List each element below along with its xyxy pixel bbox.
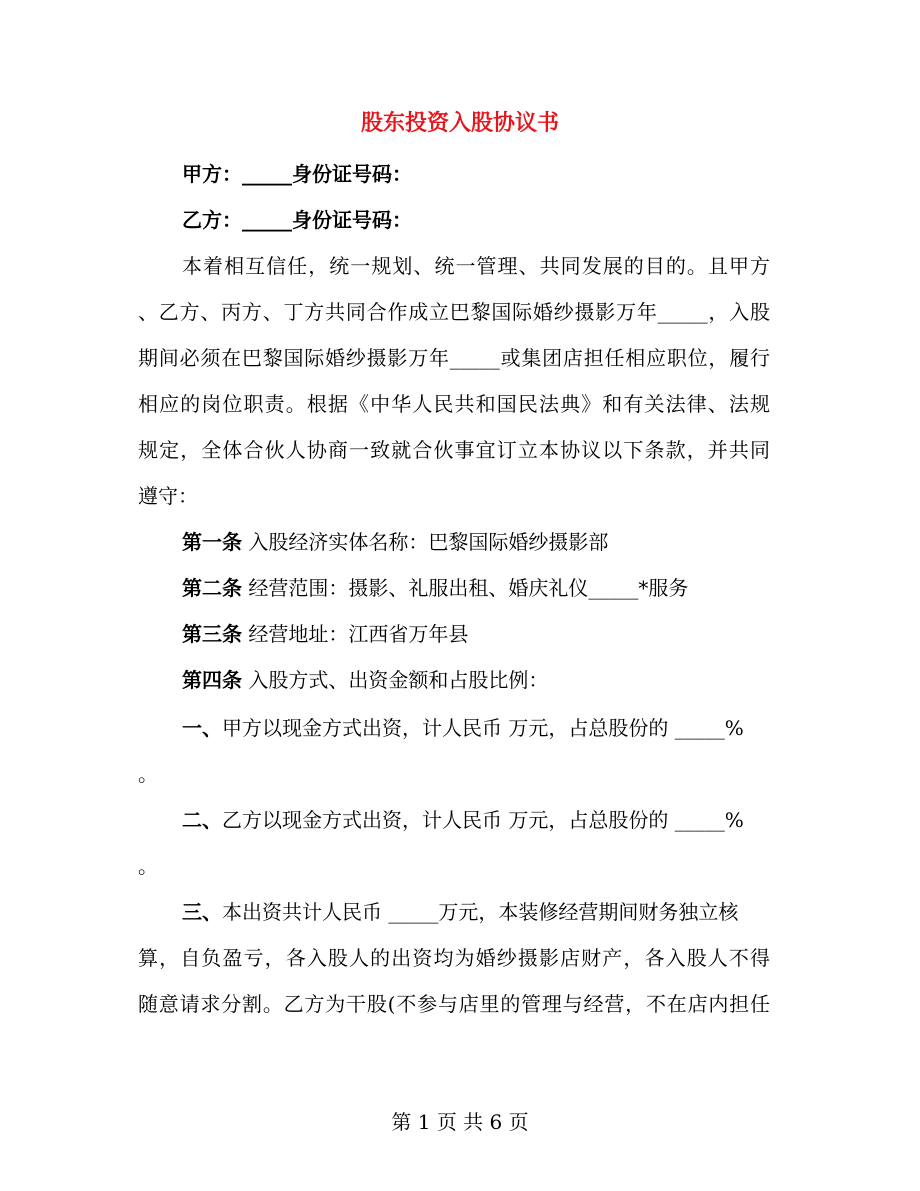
article-1-text: 入股经济实体名称：巴黎国际婚纱摄影部 <box>248 530 609 554</box>
item-3-line-2: 算，自负盈亏，各入股人的出资均为婚纱摄影店财产，各入股人不得 <box>138 946 770 970</box>
item-3-text: 本出资共计人民币 _____万元，本装修经营期间财务独立核 <box>222 900 739 924</box>
article-1 <box>182 528 608 556</box>
document-title: 股东投资入股协议书 <box>360 110 559 136</box>
item-1-text: 甲方以现金方式出资，计人民币 万元，占总股份的 _____% <box>222 716 744 740</box>
intro-line-4: 相应的岗位职责。根据《中华人民共和国民法典》和有关法律、法规 <box>138 392 770 416</box>
intro-line-6: 遵守： <box>138 484 198 508</box>
article-2-label: 第二条 <box>182 576 242 600</box>
article-2-text: 经营范围：摄影、礼服出租、婚庆礼仪_____*服务 <box>248 576 689 600</box>
page-number: 第 1 页 共 6 页 <box>391 1110 529 1134</box>
item-1-tail: 。 <box>138 762 158 786</box>
article-4-text: 入股方式、出资金额和占股比例： <box>248 668 549 692</box>
intro-line-1: 本着相互信任，统一规划、统一管理、共同发展的目的。且甲方 <box>182 254 770 278</box>
item-3-line-3: 随意请求分割。乙方为干股(不参与店里的管理与经营，不在店内担任 <box>138 992 770 1016</box>
item-2-label: 二、 <box>182 808 222 832</box>
item-1-label: 一、 <box>182 716 222 740</box>
intro-line-5: 规定，全体合伙人协商一致就合伙事宜订立本协议以下条款，并共同 <box>138 438 770 462</box>
item-3-label: 三、 <box>182 900 222 924</box>
article-3-label: 第三条 <box>182 622 242 646</box>
intro-line-2: 、乙方、丙方、丁方共同合作成立巴黎国际婚纱摄影万年_____，入股 <box>138 300 770 324</box>
article-3-text: 经营地址：江西省万年县 <box>248 622 469 646</box>
article-3 <box>182 620 468 648</box>
party-b-line: 乙方：_____身份证号码： <box>182 208 412 232</box>
article-4 <box>182 666 548 694</box>
article-1-label: 第一条 <box>182 530 242 554</box>
item-2 <box>182 806 744 834</box>
intro-line-3: 期间必须在巴黎国际婚纱摄影万年_____或集团店担任相应职位，履行 <box>138 346 770 370</box>
item-1 <box>182 714 744 742</box>
party-a-line: 甲方：_____身份证号码： <box>182 162 412 186</box>
article-4-label: 第四条 <box>182 668 242 692</box>
article-2 <box>182 574 688 602</box>
item-2-text: 乙方以现金方式出资，计人民币 万元，占总股份的 _____% <box>222 808 744 832</box>
item-3 <box>182 898 738 926</box>
item-2-tail: 。 <box>138 854 158 878</box>
